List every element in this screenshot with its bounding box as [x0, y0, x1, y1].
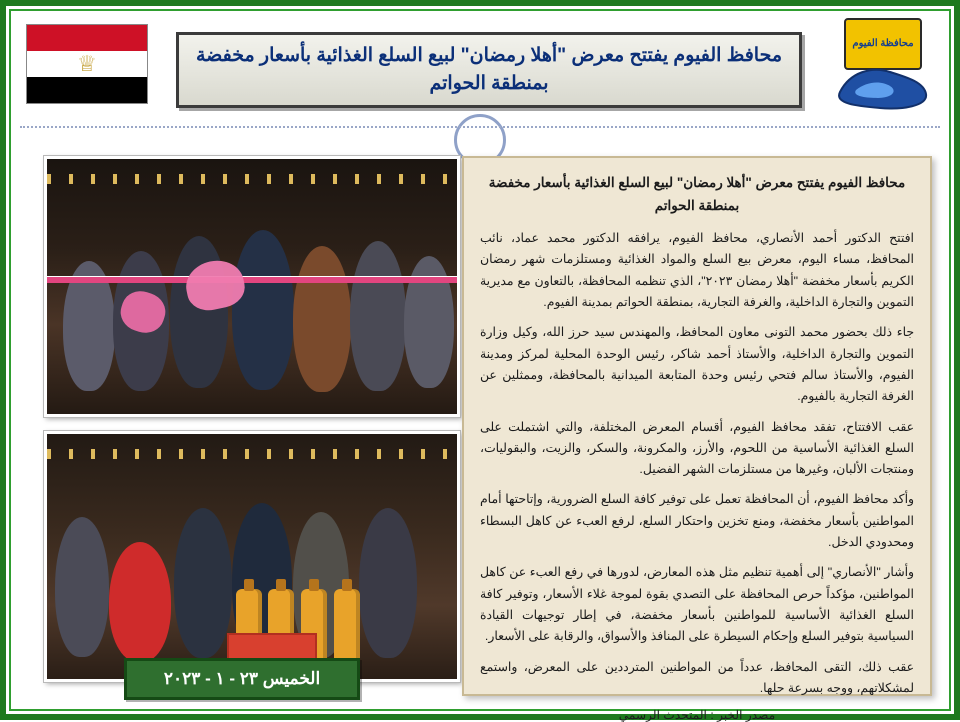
crowd-figure: [359, 508, 417, 658]
crowd-figure: [55, 517, 109, 657]
crowd-figure: [170, 236, 228, 388]
crowd-figure: [232, 230, 294, 390]
oil-bottle: [334, 589, 360, 663]
crowd-figure: [350, 241, 406, 391]
article-panel: [462, 156, 932, 722]
flag-band-black: [27, 77, 147, 103]
page-header: [16, 16, 944, 124]
article-paragraph-5: وأشار "الأنصاري" إلى أهمية تنظيم مثل هذه المعارض، لدورها في رفع العبء عن كاهل المواطنين، مؤكداً حرص المحافظة على التصدي بقوة لموجة غلاء الأسعار، وتوفير كافة السلع الغذائية الأساسية للمواطنين بأسعار مخفضة، في إطار توجيهات القيادة السياسية بتوفير السلع وإحكام السيطرة على المنافذ والأسواق، والرقابة على الأسعار.: [480, 565, 914, 644]
header-divider: [20, 126, 940, 131]
opening-ribbon: [47, 276, 457, 283]
eagle-emblem-icon: ♕: [77, 51, 97, 76]
flag-band-red: [27, 25, 147, 51]
article-paragraph-2: جاء ذلك بحضور محمد التونى معاون المحافظ، والمهندس سيد حرز الله، وكيل وزارة التموين والتجارة الداخلية، والأستاذ أحمد شاكر، رئيس الوحدة المحلية لمركز ومدينة الفيوم، والأستاذ سالم فتحي رئيس وحدة المتابعة الميدانية بالمحافظة، وممثلين عن الغرفة التجارية بالفيوم.: [480, 325, 914, 404]
fayoum-map-icon: [832, 62, 930, 112]
article-headline: محافظ الفيوم يفتتح معرض "أهلا رمضان" لبيع السلع الغذائية بأسعار مخفضة بمنطقة الحواتم: [488, 175, 906, 213]
article-paragraph-3: عقب الافتتاح، تفقد محافظ الفيوم، أقسام المعرض المختلفة، والتي اشتملت على السلع الغذائية الأساسية من اللحوم، والأرز، والمكرونة، والسكر، والزيت، والبقوليات، ومنتجات الألبان، وغيرها من مستلزمات الشهر الفضيل.: [480, 419, 914, 477]
crowd-figure: [293, 246, 351, 392]
logo-badge-label: محافظة الفيوم: [844, 18, 922, 70]
article-source: مصدر الخبر : المتحدث الرسمي: [618, 708, 776, 722]
crowd-figure: [174, 508, 232, 658]
crowd-figure: [109, 542, 171, 662]
article-paragraph-1: افتتح الدكتور أحمد الأنصاري، محافظ الفيوم، يرافقه الدكتور محمد عماد، نائب المحافظ، مساء اليوم، معرض بيع السلع والمواد الغذائية ومستلزمات شهر رمضان الكريم بأسعار مخفضة "أهلا رمضان ٢٠٢٣"، الذي تنظمه المحافظة، بالتعاون مع مديرية التموين والتجارة الداخلية، والغرفة التجارية، بمنطقة الحواتم بمدينة الفيوم.: [480, 230, 914, 309]
article-paragraph-4: وأكد محافظ الفيوم، أن المحافظة تعمل على توفير كافة السلع الضرورية، وإتاحتها أمام المواطنين بأسعار مخفضة، ومنع تخزين واحتكار السلع، لرفع العبء عن كاهل البسطاء ومحدودي الدخل.: [480, 492, 914, 550]
photo-exhibition-tour: [44, 431, 460, 682]
string-lights-decoration: [47, 174, 457, 184]
page-title: محافظ الفيوم يفتتح معرض "أهلا رمضان" لبيع السلع الغذائية بأسعار مخفضة بمنطقة الحواتم: [195, 45, 783, 94]
article-paragraph-6: عقب ذلك، التقى المحافظ، عدداً من المواطنين المترددين على المعرض، واستمع لمشكلاتهم، ووجه بسرعة حلها.: [480, 659, 914, 696]
media-column: [50, 156, 460, 682]
governorate-logo: [826, 18, 936, 114]
publish-date-badge: الخميس ٢٣ - ١ - ٢٠٢٣: [124, 658, 360, 700]
egypt-flag-icon: [26, 24, 148, 104]
headline-banner: [176, 32, 802, 108]
string-lights-decoration: [47, 449, 457, 459]
photo-ribbon-cutting: [44, 156, 460, 417]
